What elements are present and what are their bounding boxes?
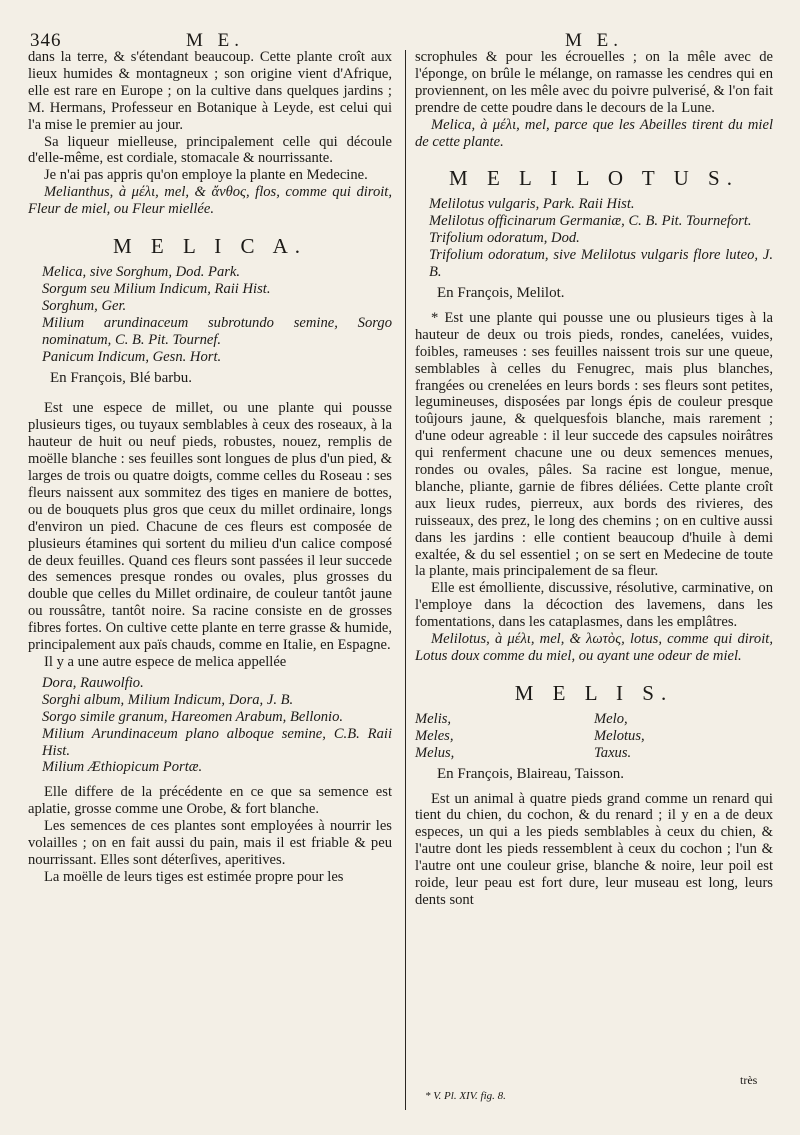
paragraph: La moëlle de leurs tiges est estimée propre pour les	[44, 868, 344, 885]
synonym-column-right	[594, 711, 773, 762]
synonym: Melo,	[594, 710, 628, 727]
synonym: Sorghum, Ger.	[42, 297, 127, 314]
entry-title-melica: M E L I C A.	[112, 234, 308, 259]
synonym: Taxus.	[594, 744, 632, 761]
synonym-grid	[415, 711, 773, 762]
paragraph: Elle est émolliente, discussive, résolutive, carminative, on l'employe dans la décoction des lavemens, dans les fomentations, dans les cataplasmes, dans les emplâtres.	[415, 580, 773, 631]
synonym: Sorgo simile granum, Hareomen Arabum, Bellonio.	[42, 708, 344, 725]
paragraph: * Est une plante qui pousse une ou plusieurs tiges à la hauteur de deux ou trois pieds, rondes, canelées, vuides, foibles, rameuses : ses feuilles naissent trois sur une queue, semblables à celles du Fenugrec, mais plus blanches, frangées ou crenelées en leurs bords : ses fleurs sont petites, legumineuses, disposées par longs épis de couleur presque toûjours jaune, & quelquesfois blanche, mais rarement ; d'une odeur agreable : il leur succede des capsules noirâtres qui renferment chacune une ou deux semences menues, rondes ou ovales, pâles. Sa racine est longue, menue, blanche, pliante, garnie de fibres déliées. Cette plante croît aux lieux rudes, pierreux, aux bords des rivieres, des ruisseaux, des prez, le long des chemins ; on en cultive aussi dans les jardins : elle contient beaucoup d'huile à demi exaltée, & du sel essentiel ; on se sert en Medecine de toute la plante, mais principalement de sa fleur.	[415, 309, 773, 580]
synonym: Melotus,	[594, 727, 645, 744]
paragraph: Sa liqueur mielleuse, principalement celle qui découle d'elle-même, est cordiale, stomacale & nourrissante.	[28, 133, 392, 167]
paragraph: Les semences de ces plantes sont employées à nourrir les volailles ; on en fait aussi du pain, mais il est friable & peu nourrissant. Elles sont déterſives, aperitives.	[28, 818, 392, 868]
etymology: Melianthus, à μέλι, mel, & ἄνθος, flos, comme qui diroit, Fleur de miel, ou Fleur miellée.	[28, 184, 392, 218]
paragraph: dans la terre, & s'étendant beaucoup. Cette plante croît aux lieux humides & montagneux ; son origine vient d'Afrique, elle est rare en Europe ; on la cultive dans quelques jardins ; M. Hermans, Professeur en Botanique à Leyde, est celui qui l'a mise le premier au jour.	[28, 49, 392, 133]
synonym-column-left	[415, 711, 594, 762]
synonym: Melilotus officinarum Germaniæ, C. B. Pit. Tournefort.	[429, 213, 752, 230]
synonym: Milium Æthiopicum Portæ.	[42, 759, 203, 776]
synonym: Trifolium odoratum, sive Melilotus vulgaris flore luteo, J. B.	[429, 247, 773, 281]
paragraph: Il y a une autre espece de melica appellée	[44, 654, 287, 670]
synonym: Dora, Rauwolfio.	[42, 674, 144, 691]
synonym: Sorghi album, Milium Indicum, Dora, J. B.	[42, 691, 294, 708]
synonym: Melilotus vulgaris, Park. Raii Hist.	[429, 196, 635, 213]
synonym: Panicum Indicum, Gesn. Hort.	[42, 348, 222, 365]
synonym-list	[429, 196, 773, 281]
synonym: Milium Arundinaceum plano alboque semine, C.B. Raii Hist.	[42, 725, 392, 759]
column-divider	[405, 50, 406, 1110]
synonym: Melica, sive Sorghum, Dod. Park.	[42, 264, 241, 281]
synonym: Milium arundinaceum subrotundo semine, Sorgo nominatum, C. B. Pit. Tournef.	[42, 314, 392, 348]
synonym: Sorgum seu Milium Indicum, Raii Hist.	[42, 280, 271, 297]
right-running-head: M E.	[565, 30, 623, 51]
paragraph: Je n'ai pas appris qu'on employe la plante en Medecine.	[44, 167, 368, 184]
synonym: Trifolium odoratum, Dod.	[429, 230, 580, 247]
synonym-list-2	[42, 675, 392, 776]
left-column	[28, 49, 392, 886]
footnote: * V. Pl. XIV. fig. 8.	[425, 1090, 506, 1102]
catchword: très	[740, 1073, 758, 1087]
left-running-head: M E.	[186, 30, 244, 51]
paragraph: scrophules & pour les écrouelles ; on la mêle avec de l'éponge, on brûle le mélange, on ramasse les cendres qui en proviennent, on les mêle avec du poivre pulverisé, & l'on fait prendre de cette poudre dans le decours de la Lune.	[415, 49, 773, 116]
entry-title-melis: M E L I S.	[514, 680, 674, 705]
page-number: 346	[30, 30, 62, 51]
synonym-list	[42, 264, 392, 365]
paragraph: Est une espece de millet, ou une plante qui pousse plusieurs tiges, ou tuyaux semblables à ceux des roseaux, à la hauteur de huit ou neuf pieds, robustes, nouez, remplis de moëlle blanche : ses feuilles sont longues de plus d'un pied, & larges de trois ou quatre doigts, comme celles du Roseau : ses fleurs naissent aux sommitez des tiges en maniere de bottes, ou de bouquets plus gros que ceux du millet ordinaire, longs d'environ un pied. Chacune de ces fleurs est composée de plusieurs étamines qui sortent du milieu d'un calice composé de deux feuilles. Quand ces fleurs sont passées il leur succede des semences presque rondes ou ovales, plus grosses du double que celles du Millet ordinaire, de couleur tantôt jaune ou roussâtre, tantôt noire. Sa racine consiste en de grosses fibres fortes. On cultive cette plante en terre grasse & humide, principalement aux païs chauds, comme en Italie, en Espagne.	[28, 400, 392, 654]
entry-title-melilotus: M E L I L O T U S.	[449, 166, 739, 191]
right-column	[415, 49, 773, 909]
french-name: En François, Blaireau, Taisson.	[437, 765, 624, 782]
paragraph: Est un animal à quatre pieds grand comme un renard qui tient du chien, du cochon, & du renard ; il y en a de deux especes, un qui a les pieds semblables à ceux du chien, & l'autre dont les pieds ressemblent à ceux du cochon ; l'un & l'autre ont une couleur grise, blanche & noire, leur poil est roide, leur peau est fort dure, leur museau est long, leurs dents sont	[415, 790, 773, 908]
french-name: En François, Blé barbu.	[50, 369, 193, 386]
synonym: Melus,	[415, 744, 455, 761]
paragraph: Elle differe de la précédente en ce que sa semence est aplatie, grosse comme une Orobe, & fort blanche.	[28, 784, 392, 818]
etymology: Melilotus, à μέλι, mel, & λωτὸς, lotus, comme qui diroit, Lotus doux comme du miel, ou ayant une odeur de miel.	[415, 631, 773, 664]
french-name: En François, Melilot.	[437, 284, 565, 301]
synonym: Melis,	[415, 710, 452, 727]
etymology: Melica, à μέλι, mel, parce que les Abeilles tirent du miel de cette plante.	[415, 116, 773, 150]
synonym: Meles,	[415, 727, 454, 744]
